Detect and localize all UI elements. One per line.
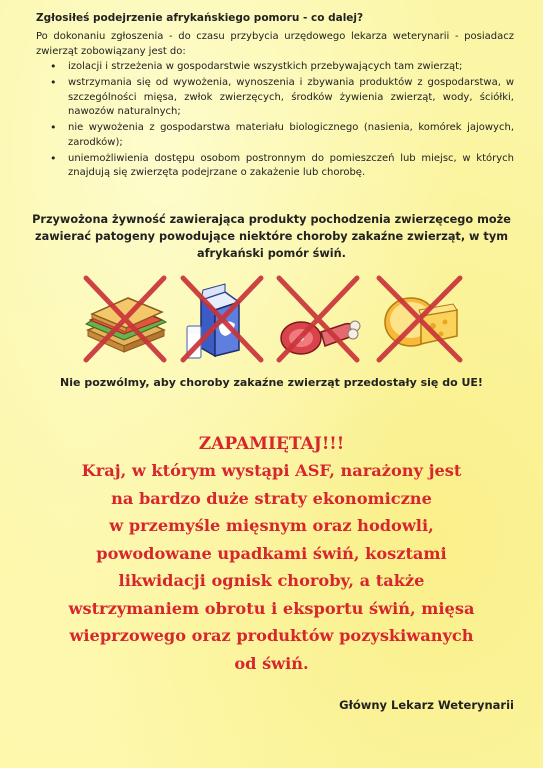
list-item: • uniemożliwienia dostępu osobom postronnym do pomieszczeń lub miejsc, w których znajdują się zwierzęta podejrzane o zakażenie lub chorobę. (38, 152, 514, 181)
list-item: • wstrzymania się od wywożenia, wynoszenia i zbywania produktów z gospodarstwa, w szczególności mięsa, zwłok zwierzęcych, środków żywienia zwierząt, wody, ściółki, nawozów naturalnych; (38, 76, 514, 120)
remember-line: likwidacji ognisk choroby, a także (118, 571, 425, 590)
list-item: • izolacji i strzeżenia w gospodarstwie wszystkich przebywających tam zwierząt; (38, 60, 514, 75)
no-spread-slogan: Nie pozwólmy, aby choroby zakaźne zwierząt przedostały się do UE! (60, 376, 483, 389)
forbidden-cross-marks (80, 274, 465, 366)
remember-line: Kraj, w którym wystąpi ASF, narażony jest (81, 461, 462, 480)
intro-paragraph: Po dokonaniu zgłoszenia - do czasu przybycia urzędowego lekarza weterynarii - posiadacz zwierząt zobowiązany jest do: (36, 31, 514, 57)
obligations-list (38, 60, 514, 182)
remember-line: wstrzymaniem obrotu i eksportu świń, mięsa (68, 598, 475, 618)
list-item: • nie wywożenia z gospodarstwa materiału biologicznego (nasienia, komórek jajowych, zarodków); (38, 121, 514, 150)
remember-block (14, 431, 529, 677)
remember-line: od świń. (234, 653, 309, 673)
signature: Główny Lekarz Weterynarii (339, 698, 514, 712)
question-title: Zgłosiłeś podejrzenie afrykańskiego pomoru - co dalej? (36, 12, 364, 24)
remember-heading: ZAPAMIĘTAJ!!! (198, 434, 345, 454)
remember-body (14, 457, 529, 677)
remember-line: na bardzo duże straty ekonomiczne (111, 488, 432, 508)
food-warning-heading: Przywożona żywność zawierająca produkty pochodzenia zwierzęcego może zawierać patogeny powodujące niektóre choroby zakaźne zwierząt, w tym afrykański pomór świń. (32, 213, 511, 260)
forbidden-food-icons (80, 274, 465, 366)
remember-line: w przemyśle mięsnym oraz hodowli, (109, 516, 434, 535)
remember-line: powodowane upadkami świń, kosztami (96, 543, 447, 563)
remember-line: wieprzowego oraz produktów pozyskiwanych (69, 626, 474, 645)
